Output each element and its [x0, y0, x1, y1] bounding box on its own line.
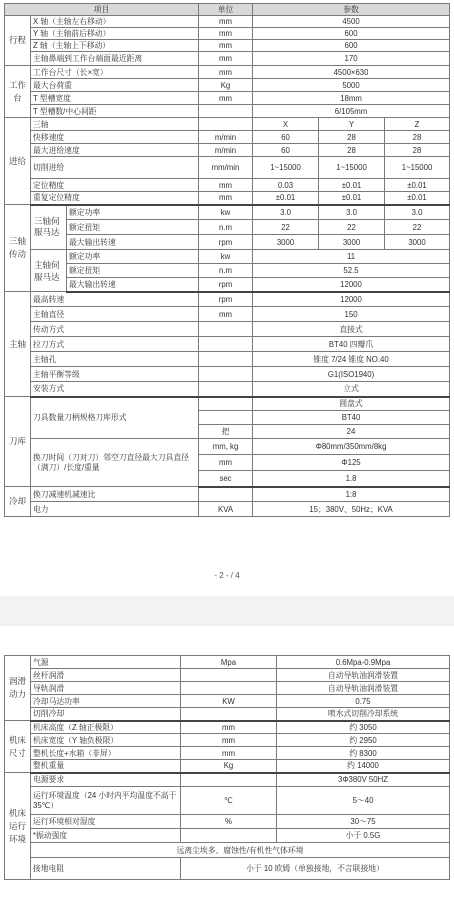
row-unit: mm/min: [199, 157, 253, 179]
row-value: 约 8300: [277, 747, 450, 760]
axis-x-header: X: [253, 118, 319, 131]
row-value: 12000: [253, 292, 450, 307]
row-unit: mm, kg: [199, 439, 253, 455]
row-label: 最大输出转速: [67, 235, 199, 250]
row-label: 额定扭矩: [67, 220, 199, 235]
row-label: Z 轴（主轴上下移动）: [31, 40, 199, 52]
value-x: 22: [253, 220, 319, 235]
row-value: 18mm: [253, 92, 450, 105]
value-x: 3000: [253, 235, 319, 250]
row-label: 机床宽度（Y 轴负极限）: [31, 734, 181, 747]
header-unit: 单位: [199, 4, 253, 16]
value-x: ±0.01: [253, 192, 319, 205]
row-label: 电源要求: [31, 773, 181, 787]
row-unit: ℃: [181, 787, 277, 815]
row-unit: Mpa: [181, 656, 277, 669]
row-unit: [199, 397, 253, 411]
row-label: 电力: [31, 502, 199, 517]
row-value: 锥度 7/24 锥度 NO.40: [253, 352, 450, 367]
row-unit: [199, 322, 253, 337]
row-value: 52.5: [253, 264, 450, 278]
row-label: 最高转速: [31, 292, 199, 307]
row-label: 定位精度: [31, 179, 199, 192]
row-value: BT40: [253, 411, 450, 425]
row-label: 主轴鼻端到工作台端面最近距离: [31, 52, 199, 66]
value-y: ±0.01: [319, 179, 385, 192]
row-label: 拉刀方式: [31, 337, 199, 352]
row-value: 3Φ380V 50HZ: [277, 773, 450, 787]
row-unit: 把: [199, 425, 253, 439]
row-unit: Kg: [181, 760, 277, 773]
value-y: 22: [319, 220, 385, 235]
row-value: 立式: [253, 382, 450, 397]
value-z: ±0.01: [385, 192, 450, 205]
row-value: 15；380V、50Hz；KVA: [253, 502, 450, 517]
axis-z-header: Z: [385, 118, 450, 131]
category-spindle: 主轴: [5, 292, 31, 397]
axis-header-label: 三轴: [31, 118, 199, 131]
row-value: 600: [253, 28, 450, 40]
row-unit: n.m: [199, 264, 253, 278]
value-z: 3.0: [385, 205, 450, 220]
value-z: 1~15000: [385, 157, 450, 179]
row-label: 切削进给: [31, 157, 199, 179]
row-unit: mm: [199, 66, 253, 79]
row-value: 30～75: [277, 815, 450, 829]
category-drive: 三轴传动: [5, 205, 31, 292]
row-value: 24: [253, 425, 450, 439]
row-value: 11: [253, 250, 450, 264]
row-label: 最大台荷重: [31, 79, 199, 92]
value-z: 3000: [385, 235, 450, 250]
row-label: 安装方式: [31, 382, 199, 397]
row-unit: mm: [199, 52, 253, 66]
category-feed: 进给: [5, 118, 31, 205]
value-y: 3.0: [319, 205, 385, 220]
row-value: 6/105mm: [253, 105, 450, 118]
row-unit: mm: [199, 179, 253, 192]
row-unit: [181, 829, 277, 843]
row-value: 约 14000: [277, 760, 450, 773]
row-unit: mm: [199, 92, 253, 105]
value-z: 28: [385, 131, 450, 144]
row-label: 整机重量: [31, 760, 181, 773]
row-value: 1:8: [253, 487, 450, 502]
row-label: 主轴直径: [31, 307, 199, 322]
row-value: 4500: [253, 16, 450, 28]
category-machine-size: 机床尺寸: [5, 721, 31, 773]
row-value: 1.8: [253, 471, 450, 487]
row-value: 170: [253, 52, 450, 66]
row-label: 运行环境温度（24 小时内平均温度不高于 35℃）: [31, 787, 181, 815]
row-unit: [199, 352, 253, 367]
row-unit: rpm: [199, 235, 253, 250]
row-label: 机床高度（Z 轴正极限）: [31, 721, 181, 734]
row-unit: mm: [181, 721, 277, 734]
row-unit: mm: [199, 28, 253, 40]
row-label: 最大进给速度: [31, 144, 199, 157]
row-label: 整机长度+水箱（非屏）: [31, 747, 181, 760]
value-x: 3.0: [253, 205, 319, 220]
row-value: BT40 四瓣爪: [253, 337, 450, 352]
row-label: 主轴平衡等级: [31, 367, 199, 382]
page-gap: [0, 596, 454, 626]
row-unit: rpm: [199, 278, 253, 292]
row-value: 圆盘式: [253, 397, 450, 411]
row-unit: KVA: [199, 502, 253, 517]
row-value: 自动导轨油润滑装置: [277, 682, 450, 695]
row-value: 0.75: [277, 695, 450, 708]
spindle-motor-label: 主轴伺服马达: [31, 250, 67, 292]
row-unit: [181, 682, 277, 695]
row-value: 喷水式切削冷却系统: [277, 708, 450, 721]
row-label: 工作台尺寸（长×宽）: [31, 66, 199, 79]
row-value: 约 2950: [277, 734, 450, 747]
row-unit: m/min: [199, 131, 253, 144]
row-label: 额定扭矩: [67, 264, 199, 278]
row-unit: m/min: [199, 144, 253, 157]
row-unit: %: [181, 815, 277, 829]
row-unit: [199, 367, 253, 382]
row-value: 5～40: [277, 787, 450, 815]
category-environment: 机床运行环境: [5, 773, 31, 880]
row-value: 约 3050: [277, 721, 450, 734]
environment-note: 远离尘埃多、腐蚀性/有机性气体环境: [31, 843, 450, 858]
row-label: *振动强度: [31, 829, 181, 843]
row-label: 重复定位精度: [31, 192, 199, 205]
row-unit: Kg: [199, 79, 253, 92]
row-unit: [181, 773, 277, 787]
row-value: 小于 0.5G: [277, 829, 450, 843]
header-item: 项目: [5, 4, 199, 16]
row-label: 换刀减速机减速比: [31, 487, 199, 502]
category-travel: 行程: [5, 16, 31, 66]
category-worktable: 工作台: [5, 66, 31, 118]
value-z: 28: [385, 144, 450, 157]
row-unit: mm: [181, 747, 277, 760]
row-label: 额定功率: [67, 250, 199, 264]
servo-motor-label: 三轴伺服马达: [31, 205, 67, 250]
magazine-label-2: 换刀时间（刀对刀）邻空刀直径最大刀具直径（满刀）/长度/重量: [31, 439, 199, 487]
axis-y-header: Y: [319, 118, 385, 131]
row-label: 主轴孔: [31, 352, 199, 367]
row-unit: [181, 669, 277, 682]
value-y: 3000: [319, 235, 385, 250]
row-unit: mm: [199, 40, 253, 52]
row-label: 导轨润滑: [31, 682, 181, 695]
spec-table-part-2: [4, 655, 450, 880]
row-unit: kw: [199, 250, 253, 264]
page-number: - 2 - / 4: [214, 571, 240, 580]
row-label: 切削冷却: [31, 708, 181, 721]
row-unit: sec: [199, 471, 253, 487]
value-z: 22: [385, 220, 450, 235]
value-y: 28: [319, 144, 385, 157]
value-y: 28: [319, 131, 385, 144]
row-unit: [199, 411, 253, 425]
row-label: 额定功率: [67, 205, 199, 220]
row-value: 150: [253, 307, 450, 322]
row-label: 快移速度: [31, 131, 199, 144]
row-value: 4500×630: [253, 66, 450, 79]
row-value: Φ125: [253, 455, 450, 471]
category-lubrication: 润滑动力: [5, 656, 31, 721]
row-value: G1(ISO1940): [253, 367, 450, 382]
page-2: [0, 626, 454, 916]
row-unit: kw: [199, 205, 253, 220]
value-x: 1~15000: [253, 157, 319, 179]
row-value: 0.6Mpa-0.9Mpa: [277, 656, 450, 669]
row-label: 丝杆润滑: [31, 669, 181, 682]
spec-table-part-1: [4, 3, 450, 517]
row-label: 运行环境相对湿度: [31, 815, 181, 829]
row-unit: mm: [199, 16, 253, 28]
value-x: 60: [253, 144, 319, 157]
category-cooling: 冷却: [5, 487, 31, 517]
row-unit: mm: [199, 307, 253, 322]
row-unit: KW: [181, 695, 277, 708]
value-x: 0.03: [253, 179, 319, 192]
row-unit: [199, 105, 253, 118]
row-value: 12000: [253, 278, 450, 292]
row-value: 自动导轨油润滑装置: [277, 669, 450, 682]
row-unit: [199, 487, 253, 502]
row-label: Y 轴（主轴前后移动）: [31, 28, 199, 40]
row-unit: mm: [199, 192, 253, 205]
ground-resistance-value: 小于 10 欧姆（单独接地，不言联接地）: [181, 858, 450, 880]
category-tool-magazine: 刀库: [5, 397, 31, 487]
row-value: 600: [253, 40, 450, 52]
row-label: 最大输出转速: [67, 278, 199, 292]
ground-resistance-label: 接地电阻: [31, 858, 181, 880]
row-label: 冷却马达功率: [31, 695, 181, 708]
value-y: ±0.01: [319, 192, 385, 205]
row-unit: rpm: [199, 292, 253, 307]
header-param: 参数: [253, 4, 450, 16]
row-value: Φ80mm/350mm/8kg: [253, 439, 450, 455]
row-value: 直接式: [253, 322, 450, 337]
row-unit: n.m: [199, 220, 253, 235]
value-x: 60: [253, 131, 319, 144]
row-label: 气源: [31, 656, 181, 669]
row-unit: [199, 337, 253, 352]
value-y: 1~15000: [319, 157, 385, 179]
value-z: ±0.01: [385, 179, 450, 192]
row-unit: mm: [199, 455, 253, 471]
row-label: 传动方式: [31, 322, 199, 337]
row-unit: mm: [181, 734, 277, 747]
row-unit: [181, 708, 277, 721]
row-unit: [199, 382, 253, 397]
row-label: X 轴（主轴左右移动）: [31, 16, 199, 28]
row-label: T 型槽数/中心间距: [31, 105, 199, 118]
magazine-label-1: 刀具数量刀柄规格刀库形式: [31, 397, 199, 439]
row-value: 5000: [253, 79, 450, 92]
row-label: T 型槽宽度: [31, 92, 199, 105]
